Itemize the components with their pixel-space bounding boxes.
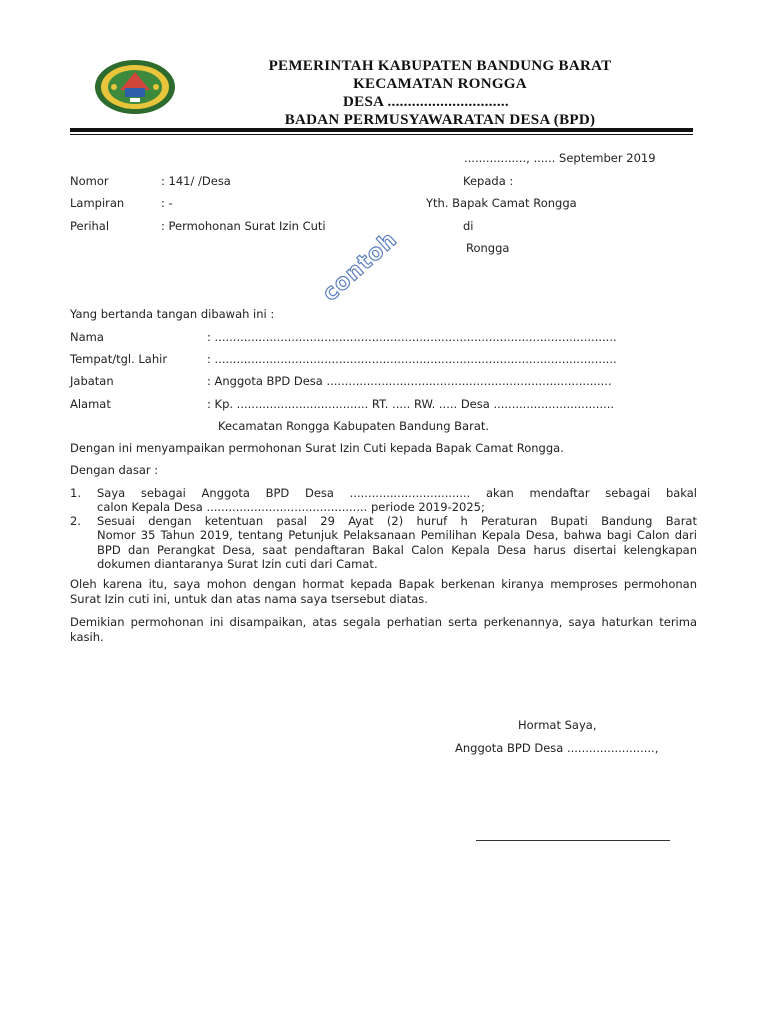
perihal-label: Perihal <box>70 219 110 233</box>
nama-value: : .............................................................................................................. <box>207 330 617 344</box>
list-item-2-line1: Sesuai dengan ketentuan pasal 29 Ayat (2) huruf h Peraturan Bupati Bandung Barat <box>97 514 697 528</box>
recipient-di: di <box>463 219 474 233</box>
alamat-label: Alamat <box>70 397 111 411</box>
list-item-1-number: 1. <box>70 486 81 500</box>
list-item-2-number: 2. <box>70 514 81 528</box>
header-divider-thin <box>70 134 693 135</box>
recipient-place: Rongga <box>466 241 510 255</box>
lampiran-value: : - <box>161 196 173 210</box>
header-line-bpd: BADAN PERMUSYAWARATAN DESA (BPD) <box>284 112 596 128</box>
alamat-continuation: Kecamatan Rongga Kabupaten Bandung Barat. <box>218 419 490 433</box>
closing-role: Anggota BPD Desa ........................, <box>455 741 659 755</box>
intro-text: Yang bertanda tangan dibawah ini : <box>70 307 275 321</box>
header-line-district: KECAMATAN RONGGA <box>353 76 527 92</box>
dasar-label: Dengan dasar : <box>70 463 159 477</box>
perihal-value: : Permohonan Surat Izin Cuti <box>161 219 326 233</box>
ttl-label: Tempat/tgl. Lahir <box>70 352 168 366</box>
recipient-kepada: Kepada : <box>463 174 514 188</box>
list-item-2-rest: Nomor 35 Tahun 2019, tentang Petunjuk Pelaksanaan Pemilihan Kepala Desa, bahwa bagi Calon dari BPD dan Perangkat Desa, saat pendaftaran Bakal Calon Kepala Desa harus disertai kelengkapan dokumen diantaranya Surat Izin cuti dari Camat. <box>97 528 697 571</box>
lampiran-label: Lampiran <box>70 196 125 210</box>
regency-emblem-logo <box>92 58 178 116</box>
list-item-1-line1: Saya sebagai Anggota BPD Desa ................................. akan mendaftar sebagai bakal <box>97 486 697 500</box>
paragraph-request: Dengan ini menyampaikan permohonan Surat Izin Cuti kepada Bapak Camat Rongga. <box>70 441 564 455</box>
list-item-1-rest: calon Kepala Desa ............................................ periode 2019-2025; <box>97 500 485 514</box>
ttl-value: : .............................................................................................................. <box>207 352 617 366</box>
jabatan-label: Jabatan <box>70 374 114 388</box>
signature-line <box>476 840 670 841</box>
nama-label: Nama <box>70 330 104 344</box>
paragraph-therefore: Oleh karena itu, saya mohon dengan hormat kepada Bapak berkenan kiranya memproses permohonan Surat Izin cuti ini, untuk dan atas nama saya tsersebut diatas. <box>70 577 697 606</box>
header-line-village: DESA .............................. <box>343 94 509 110</box>
nomor-label: Nomor <box>70 174 109 188</box>
nomor-value: : 141/ /Desa <box>161 174 231 188</box>
alamat-value: : Kp. .................................... RT. ..... RW. ..... Desa ................................. <box>207 397 615 411</box>
date-line: ................., ...... September 2019 <box>464 151 656 165</box>
recipient-yth: Yth. Bapak Camat Rongga <box>426 196 577 210</box>
closing-hormat: Hormat Saya, <box>518 718 597 732</box>
paragraph-closing: Demikian permohonan ini disampaikan, atas segala perhatian serta perkenannya, saya haturkan terima kasih. <box>70 615 697 644</box>
jabatan-value: : Anggota BPD Desa .............................................................................. <box>207 374 612 388</box>
contoh-watermark: contoh <box>318 227 403 307</box>
header-divider-thick <box>70 128 693 132</box>
header-line-regency: PEMERINTAH KABUPATEN BANDUNG BARAT <box>268 58 612 74</box>
